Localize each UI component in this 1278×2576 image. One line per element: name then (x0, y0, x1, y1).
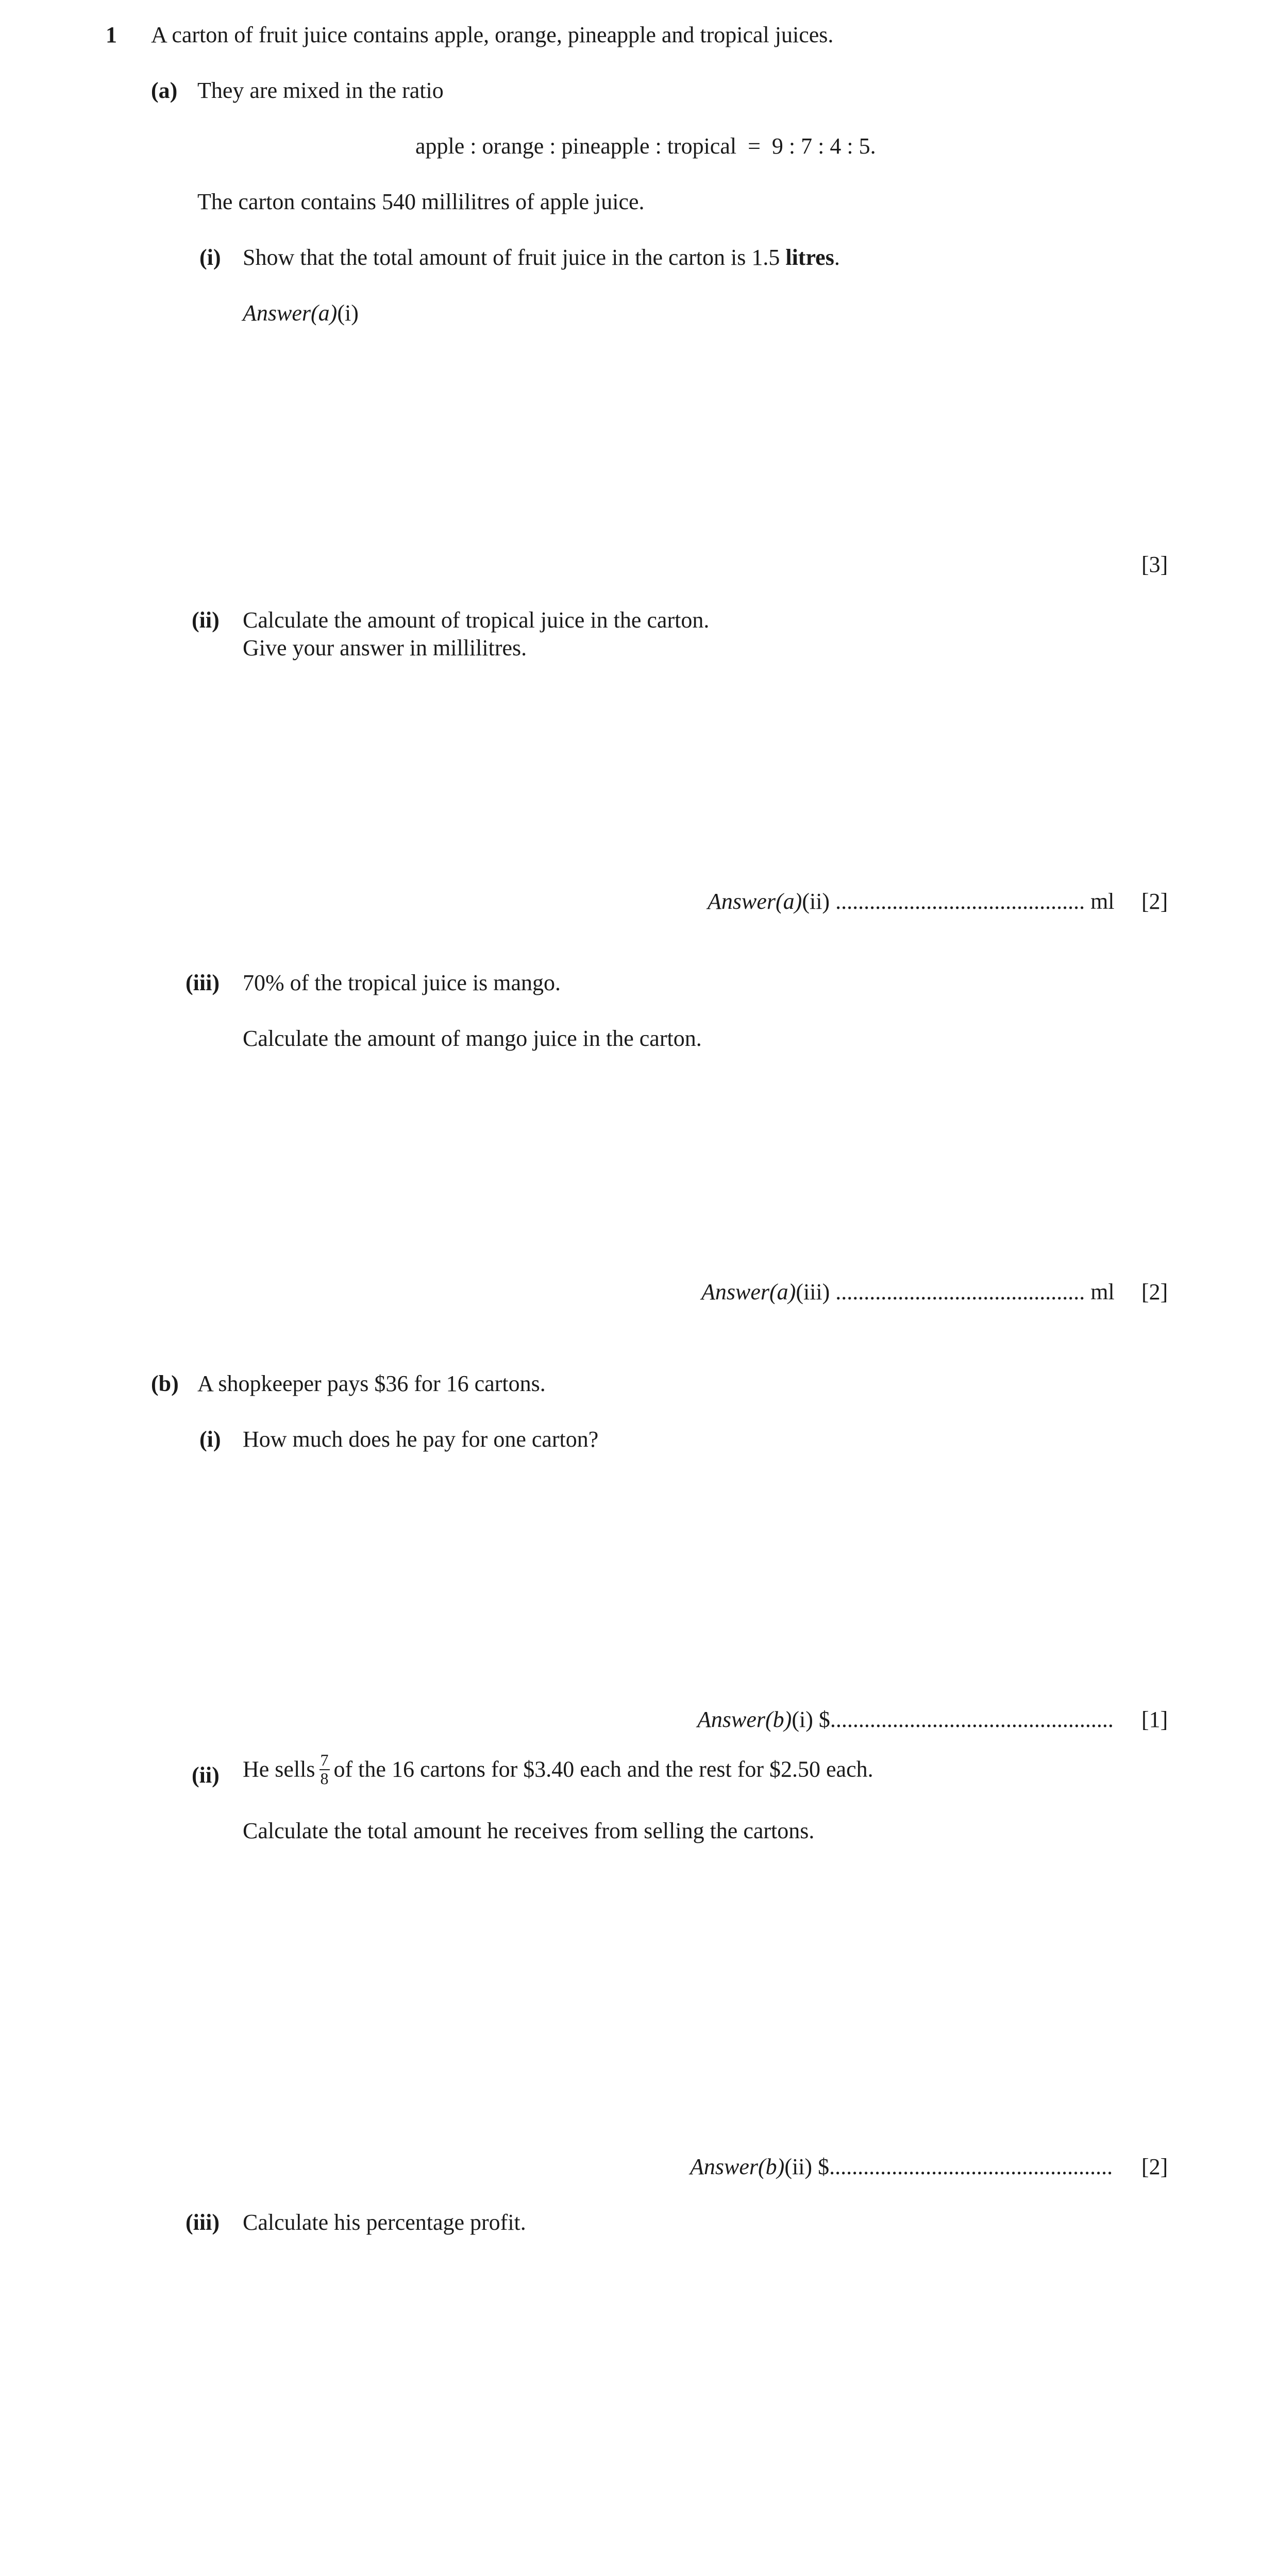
part-a-ii-question-line2: Give your answer in millilitres. (243, 635, 527, 660)
part-a-iii-question-line2: Calculate the amount of mango juice in the carton. (243, 1026, 702, 1051)
apple-juice-info: The carton contains 540 millilitres of apple juice. (197, 189, 645, 214)
part-b-iii-question: Calculate his percentage profit. (243, 2210, 526, 2235)
part-b-label: (b) (151, 1371, 179, 1396)
answer-a-i-label: Answer(a)(i) (243, 300, 359, 326)
part-a-iii-question-line1: 70% of the tropical juice is mango. (243, 970, 561, 995)
part-b-iii-label: (iii) (186, 2210, 220, 2235)
ratio-statement: apple : orange : pineapple : tropical = 9 : 7 : 4 : 5. (415, 133, 876, 159)
part-a-i-question: Show that the total amount of fruit juice in the carton is 1.5 litres. (243, 245, 840, 270)
marks-a-iii: [2] (1141, 1279, 1168, 1304)
part-b-i-label: (i) (199, 1427, 221, 1452)
fraction-seven-eighths: $\frac{7}{8}$ (320, 1751, 329, 1788)
part-b-ii-question-line2: Calculate the total amount he receives from selling the cartons. (243, 1818, 815, 1843)
answer-b-ii-line[interactable]: Answer(b)(ii) $.................................................. (690, 2154, 1113, 2179)
marks-b-i: [1] (1141, 1707, 1168, 1732)
marks-a-i: [3] (1141, 552, 1168, 577)
part-a-i-label: (i) (199, 245, 221, 270)
part-b-intro: A shopkeeper pays $36 for 16 cartons. (197, 1371, 546, 1396)
answer-a-iii-line[interactable]: Answer(a)(iii) ............................................ ml (701, 1279, 1115, 1304)
part-a-iii-label: (iii) (186, 970, 220, 995)
part-b-ii-label: (ii) (192, 1762, 220, 1788)
answer-a-ii-line[interactable]: Answer(a)(ii) ............................................ ml (708, 889, 1115, 914)
part-a-ii-question-line1: Calculate the amount of tropical juice in the carton. (243, 607, 710, 633)
part-a-label: (a) (151, 78, 178, 103)
question-number: 1 (106, 22, 117, 47)
part-a-intro: They are mixed in the ratio (197, 78, 444, 103)
part-b-i-question: How much does he pay for one carton? (243, 1427, 599, 1452)
marks-a-ii: [2] (1141, 889, 1168, 914)
marks-b-ii: [2] (1141, 2154, 1168, 2179)
part-a-ii-label: (ii) (192, 607, 220, 633)
question-stem: A carton of fruit juice contains apple, orange, pineapple and tropical juices. (151, 22, 834, 47)
answer-b-i-line[interactable]: Answer(b)(i) $.................................................. (697, 1707, 1114, 1732)
part-b-ii-question-line1: He sells $\frac{7}{8}$ of the 16 cartons for $3.40 each and the rest for $2.50 each. (243, 1751, 873, 1788)
